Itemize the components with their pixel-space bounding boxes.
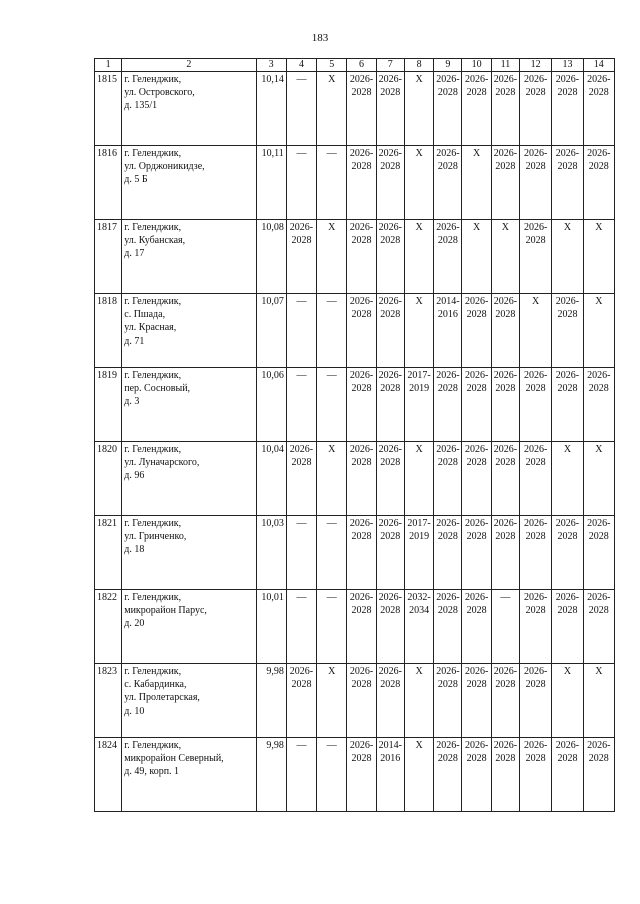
column-header: 9 (434, 59, 462, 72)
address-cell: г. Геленджик, с. Пшада, ул. Красная, д. 71 (122, 294, 256, 368)
address-cell: г. Геленджик, пер. Сосновый, д. 3 (122, 368, 256, 442)
period-cell: 2026- 2028 (347, 72, 376, 146)
column-header: 11 (491, 59, 519, 72)
period-cell: X (462, 146, 491, 220)
table-row (95, 442, 615, 516)
period-cell: — (317, 516, 347, 590)
period-cell: 2026- 2028 (552, 72, 583, 146)
period-cell: 2026- 2028 (286, 442, 316, 516)
period-cell: — (286, 738, 316, 812)
period-cell: 2026- 2028 (347, 442, 376, 516)
area-cell: 10,01 (256, 590, 286, 664)
period-cell: 2026- 2028 (347, 294, 376, 368)
column-header: 6 (347, 59, 376, 72)
period-cell: 2026- 2028 (583, 738, 614, 812)
period-cell: 2026- 2028 (552, 368, 583, 442)
period-cell: 2017- 2019 (404, 368, 433, 442)
address-cell: г. Геленджик, с. Кабардинка, ул. Пролетарская, д. 10 (122, 664, 256, 738)
area-cell: 10,07 (256, 294, 286, 368)
period-cell: 2026- 2028 (520, 442, 552, 516)
row-number-cell: 1822 (95, 590, 122, 664)
column-header: 4 (286, 59, 316, 72)
period-cell: 2026- 2028 (583, 590, 614, 664)
period-cell: 2026- 2028 (347, 590, 376, 664)
period-cell: — (491, 590, 519, 664)
period-cell: 2026- 2028 (552, 738, 583, 812)
period-cell: 2026- 2028 (462, 442, 491, 516)
period-cell: X (404, 738, 433, 812)
period-cell: 2026- 2028 (376, 368, 404, 442)
period-cell: 2026- 2028 (491, 516, 519, 590)
column-header: 1 (95, 59, 122, 72)
address-cell: г. Геленджик, микрорайон Парус, д. 20 (122, 590, 256, 664)
row-number-cell: 1821 (95, 516, 122, 590)
period-cell: 2026- 2028 (583, 146, 614, 220)
row-number-cell: 1815 (95, 72, 122, 146)
period-cell: X (317, 220, 347, 294)
address-cell: г. Геленджик, микрорайон Северный, д. 49, корп. 1 (122, 738, 256, 812)
address-cell: г. Геленджик, ул. Островского, д. 135/1 (122, 72, 256, 146)
period-cell: 2026- 2028 (462, 738, 491, 812)
period-cell: 2026- 2028 (491, 738, 519, 812)
period-cell: 2026- 2028 (520, 516, 552, 590)
period-cell: 2026- 2028 (434, 664, 462, 738)
period-cell: 2026- 2028 (434, 590, 462, 664)
row-number-cell: 1820 (95, 442, 122, 516)
period-cell: 2026- 2028 (434, 442, 462, 516)
area-cell: 10,14 (256, 72, 286, 146)
period-cell: 2026- 2028 (434, 516, 462, 590)
period-cell: — (286, 516, 316, 590)
period-cell: 2026- 2028 (376, 516, 404, 590)
period-cell: 2026- 2028 (347, 146, 376, 220)
row-number-cell: 1823 (95, 664, 122, 738)
period-cell: 2026- 2028 (376, 146, 404, 220)
period-cell: 2026- 2028 (462, 368, 491, 442)
period-cell: X (552, 220, 583, 294)
period-cell: 2026- 2028 (491, 146, 519, 220)
period-cell: 2026- 2028 (376, 442, 404, 516)
table-row (95, 590, 615, 664)
period-cell: 2026- 2028 (520, 664, 552, 738)
period-cell: 2026- 2028 (376, 590, 404, 664)
table-row (95, 146, 615, 220)
register-table (94, 58, 615, 812)
period-cell: X (404, 294, 433, 368)
period-cell: 2026- 2028 (347, 220, 376, 294)
period-cell: 2026- 2028 (520, 368, 552, 442)
area-cell: 9,98 (256, 738, 286, 812)
table-row (95, 220, 615, 294)
period-cell: 2026- 2028 (520, 146, 552, 220)
period-cell: 2026- 2028 (434, 738, 462, 812)
page-number: 183 (311, 32, 329, 44)
area-cell: 10,03 (256, 516, 286, 590)
period-cell: 2026- 2028 (462, 664, 491, 738)
period-cell: 2026- 2028 (491, 442, 519, 516)
column-header: 14 (583, 59, 614, 72)
period-cell: — (286, 72, 316, 146)
period-cell: — (317, 590, 347, 664)
period-cell: 2026- 2028 (552, 294, 583, 368)
period-cell: X (404, 664, 433, 738)
row-number-cell: 1818 (95, 294, 122, 368)
period-cell: — (286, 368, 316, 442)
period-cell: X (317, 72, 347, 146)
period-cell: 2026- 2028 (552, 146, 583, 220)
area-cell: 10,11 (256, 146, 286, 220)
area-cell: 10,06 (256, 368, 286, 442)
area-cell: 10,08 (256, 220, 286, 294)
address-cell: г. Геленджик, ул. Гринченко, д. 18 (122, 516, 256, 590)
period-cell: — (286, 146, 316, 220)
period-cell: 2026- 2028 (434, 146, 462, 220)
table-row (95, 368, 615, 442)
row-number-cell: 1816 (95, 146, 122, 220)
table-row (95, 738, 615, 812)
period-cell: X (583, 294, 614, 368)
table-row (95, 516, 615, 590)
period-cell: 2026- 2028 (462, 516, 491, 590)
period-cell: 2026- 2028 (376, 220, 404, 294)
period-cell: 2014- 2016 (376, 738, 404, 812)
period-cell: 2026- 2028 (491, 664, 519, 738)
area-cell: 10,04 (256, 442, 286, 516)
period-cell: X (317, 664, 347, 738)
period-cell: 2026- 2028 (491, 368, 519, 442)
period-cell: 2026- 2028 (286, 220, 316, 294)
period-cell: 2026- 2028 (520, 72, 552, 146)
period-cell: — (317, 146, 347, 220)
row-number-cell: 1819 (95, 368, 122, 442)
table-header-row (95, 59, 615, 72)
column-header: 3 (256, 59, 286, 72)
period-cell: 2014- 2016 (434, 294, 462, 368)
table-row (95, 664, 615, 738)
period-cell: 2026- 2028 (462, 294, 491, 368)
period-cell: X (404, 442, 433, 516)
table-row (95, 72, 615, 146)
period-cell: X (552, 442, 583, 516)
column-header: 2 (122, 59, 256, 72)
period-cell: X (404, 72, 433, 146)
period-cell: 2017- 2019 (404, 516, 433, 590)
period-cell: 2026- 2028 (552, 516, 583, 590)
period-cell: X (404, 146, 433, 220)
address-cell: г. Геленджик, ул. Кубанская, д. 17 (122, 220, 256, 294)
period-cell: X (491, 220, 519, 294)
period-cell: X (583, 442, 614, 516)
period-cell: — (317, 294, 347, 368)
period-cell: 2026- 2028 (376, 294, 404, 368)
period-cell: 2026- 2028 (552, 590, 583, 664)
period-cell: 2026- 2028 (583, 368, 614, 442)
period-cell: 2026- 2028 (286, 664, 316, 738)
period-cell: X (583, 220, 614, 294)
period-cell: — (317, 368, 347, 442)
period-cell: X (520, 294, 552, 368)
column-header: 8 (404, 59, 433, 72)
period-cell: 2026- 2028 (462, 590, 491, 664)
period-cell: 2026- 2028 (434, 220, 462, 294)
column-header: 13 (552, 59, 583, 72)
period-cell: — (317, 738, 347, 812)
area-cell: 9,98 (256, 664, 286, 738)
period-cell: X (317, 442, 347, 516)
address-cell: г. Геленджик, ул. Орджоникидзе, д. 5 Б (122, 146, 256, 220)
row-number-cell: 1817 (95, 220, 122, 294)
period-cell: 2026- 2028 (434, 72, 462, 146)
period-cell: — (286, 294, 316, 368)
column-header: 7 (376, 59, 404, 72)
column-header: 10 (462, 59, 491, 72)
period-cell: X (552, 664, 583, 738)
period-cell: 2026- 2028 (520, 738, 552, 812)
period-cell: 2026- 2028 (491, 72, 519, 146)
period-cell: 2026- 2028 (434, 368, 462, 442)
column-header: 12 (520, 59, 552, 72)
period-cell: 2026- 2028 (520, 220, 552, 294)
period-cell: 2026- 2028 (583, 516, 614, 590)
column-header: 5 (317, 59, 347, 72)
period-cell: X (462, 220, 491, 294)
address-cell: г. Геленджик, ул. Луначарского, д. 96 (122, 442, 256, 516)
period-cell: 2026- 2028 (376, 664, 404, 738)
period-cell: 2026- 2028 (376, 72, 404, 146)
period-cell: 2032- 2034 (404, 590, 433, 664)
table-row (95, 294, 615, 368)
period-cell: 2026- 2028 (347, 516, 376, 590)
period-cell: X (404, 220, 433, 294)
period-cell: 2026- 2028 (347, 738, 376, 812)
period-cell: — (286, 590, 316, 664)
period-cell: 2026- 2028 (491, 294, 519, 368)
period-cell: 2026- 2028 (583, 72, 614, 146)
period-cell: 2026- 2028 (347, 368, 376, 442)
period-cell: 2026- 2028 (462, 72, 491, 146)
row-number-cell: 1824 (95, 738, 122, 812)
period-cell: X (583, 664, 614, 738)
period-cell: 2026- 2028 (520, 590, 552, 664)
period-cell: 2026- 2028 (347, 664, 376, 738)
